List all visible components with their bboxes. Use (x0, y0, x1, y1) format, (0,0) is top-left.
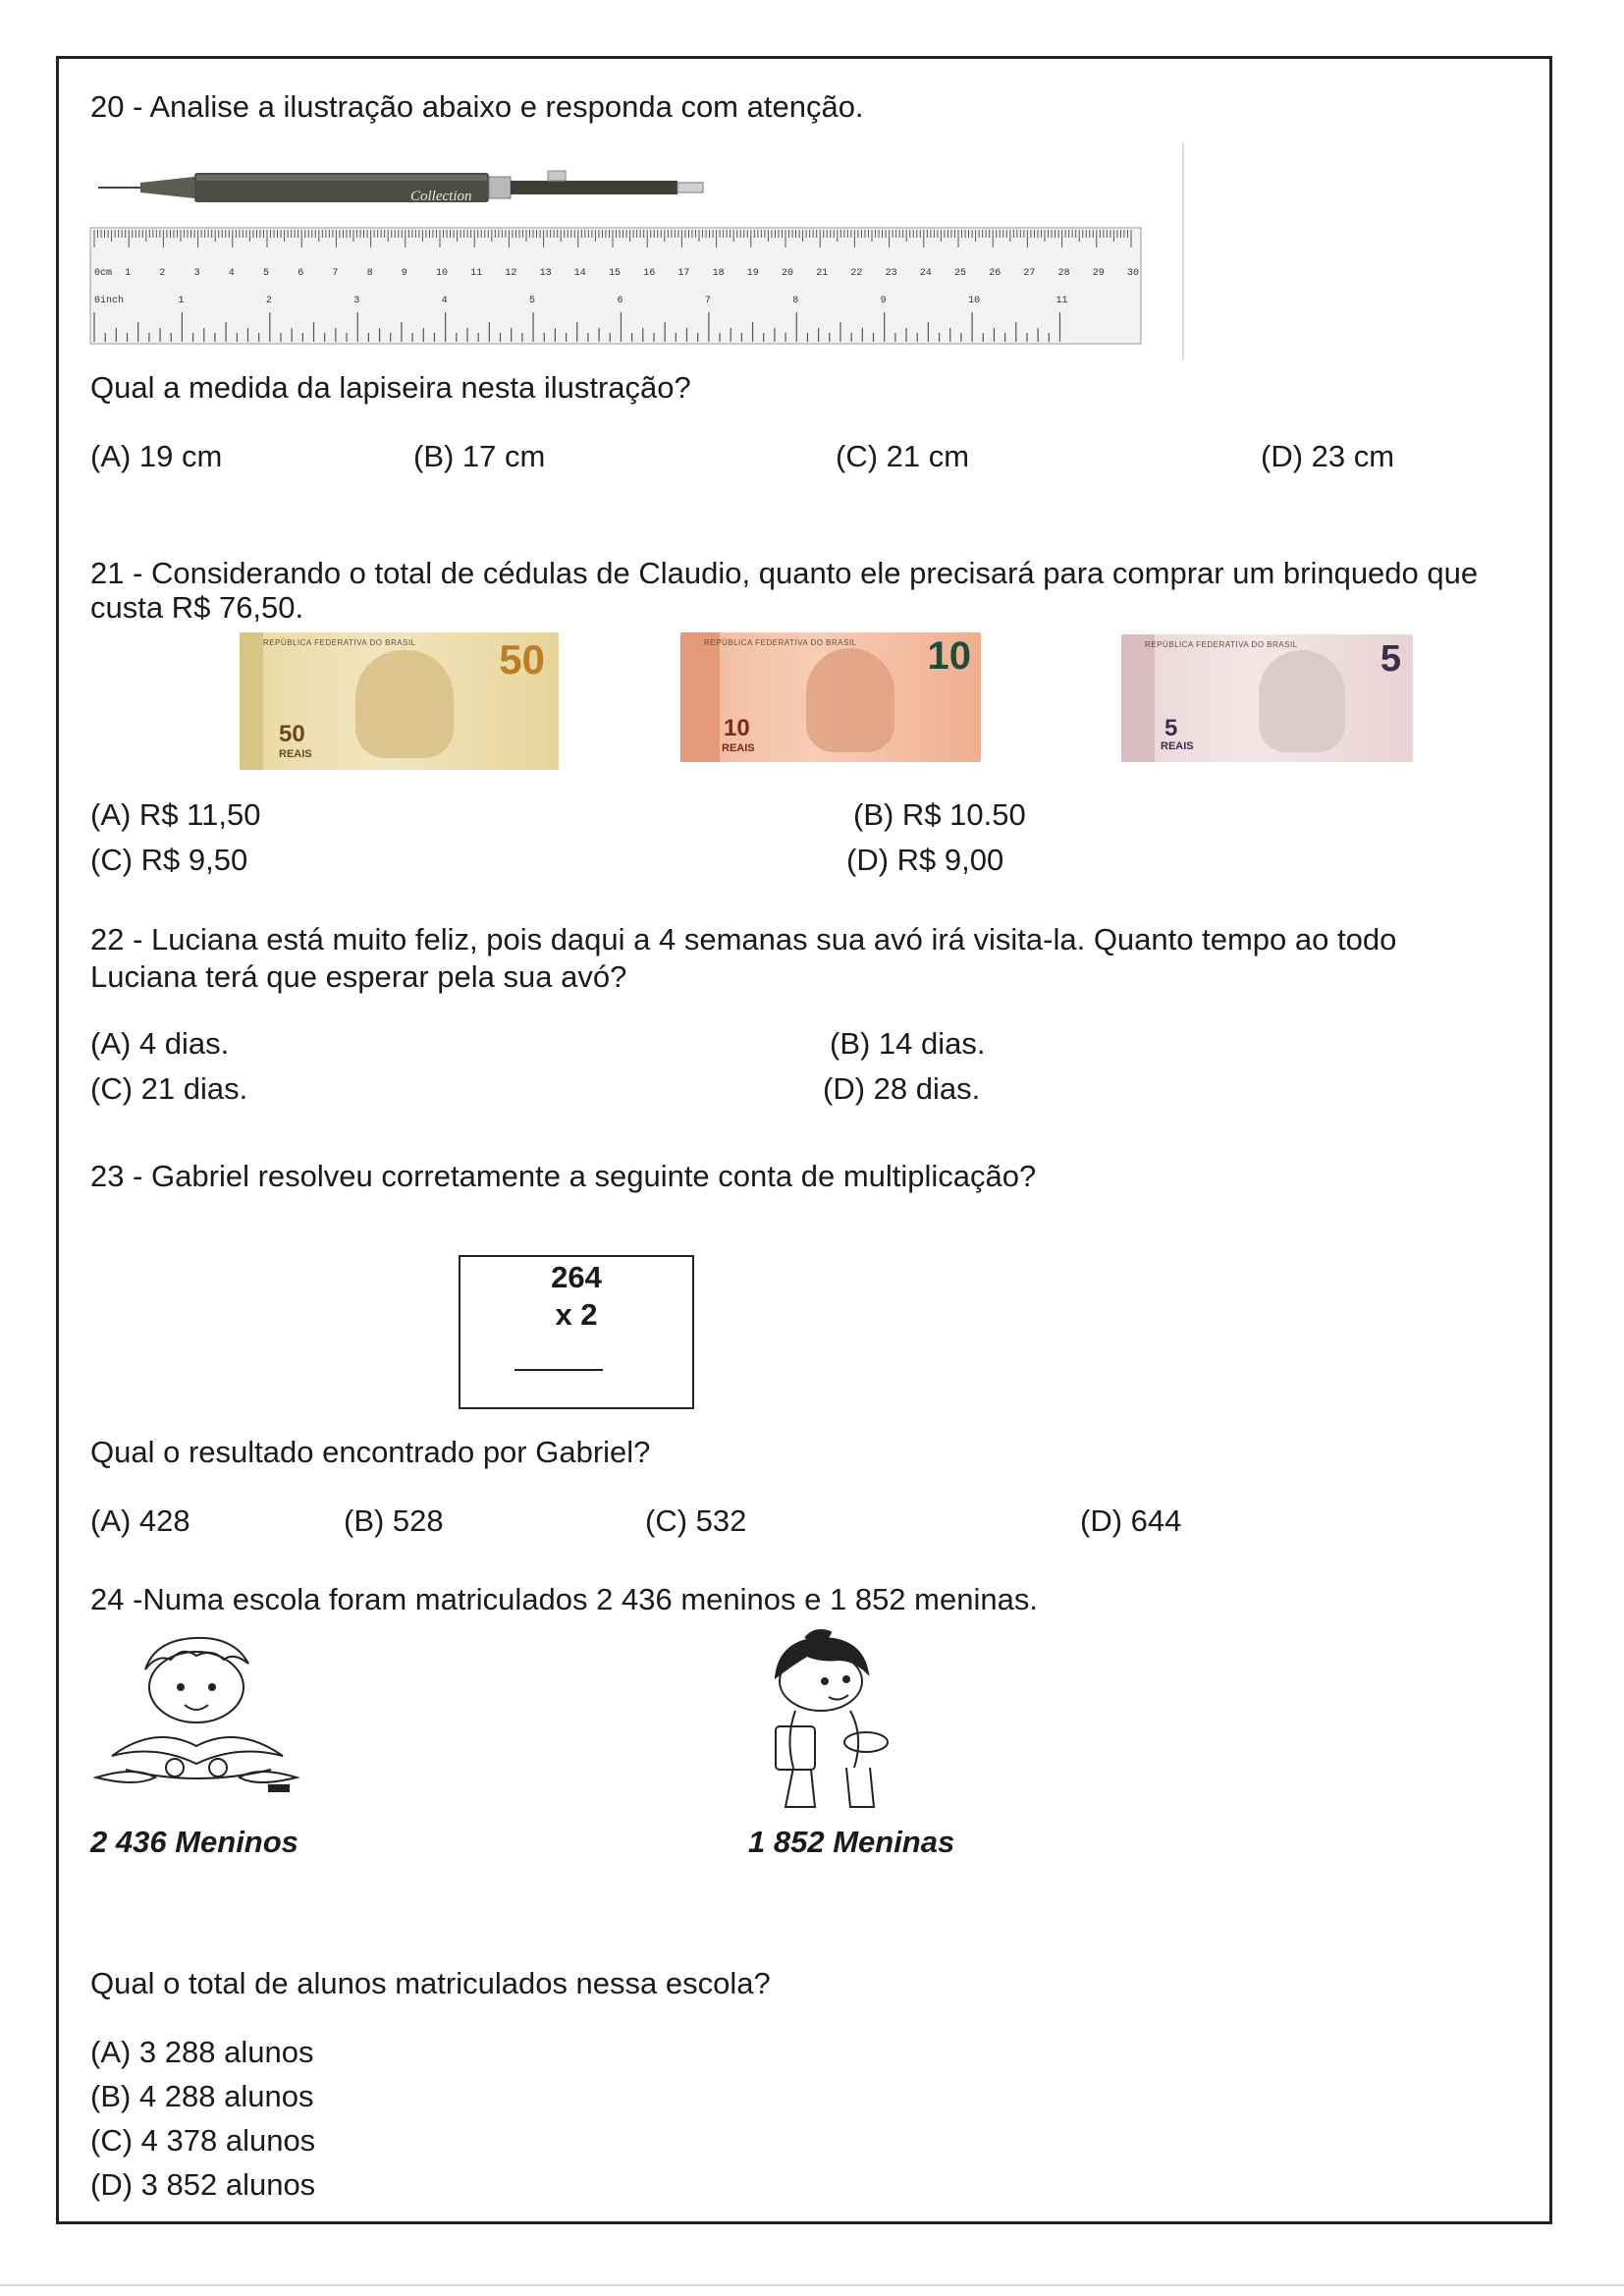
ruler-cm-tick-label: 12 (505, 268, 517, 279)
q22-title: 22 - Luciana está muito feliz, pois daqui a 4 semanas sua avó irá visita-la. Quanto tempo ao todo Luciana terá que esperar pela sua avó? (90, 922, 1397, 994)
ruler-cm-tick-label: 30 (1127, 268, 1140, 279)
banknote-10-small-value: 10 (724, 715, 750, 741)
ruler-cm-tick-label: 26 (989, 268, 1001, 279)
banknote-5-small-value: 5 (1164, 715, 1178, 741)
q22-option-b[interactable]: (B) 14 dias. (830, 1026, 986, 1061)
q23-option-b[interactable]: (B) 528 (344, 1503, 444, 1538)
q20-question: Qual a medida da lapiseira nesta ilustração? (90, 370, 691, 405)
ruler-cm-tick-label: 13 (539, 268, 552, 279)
banknote-10 (680, 632, 981, 762)
banknote-5-header: REPÚBLICA FEDERATIVA DO BRASIL (1145, 640, 1298, 649)
q24-title: 24 -Numa escola foram matriculados 2 436 meninos e 1 852 meninas. (90, 1582, 1038, 1616)
q24-option-d[interactable]: (D) 3 852 alunos (90, 2167, 316, 2202)
q21-option-d[interactable]: (D) R$ 9,00 (846, 843, 1004, 877)
q22-option-a[interactable]: (A) 4 dias. (90, 1026, 230, 1061)
pencil-brand-label: Collection (410, 189, 472, 204)
ruler-cm-tick-label: 27 (1023, 268, 1036, 279)
ruler-cm-tick-label: 29 (1092, 268, 1105, 279)
ruler-cm-tick-label: 20 (782, 268, 794, 279)
ruler-cm-tick-label: 11 (470, 268, 483, 279)
ruler-cm-tick-label: 6 (298, 268, 304, 279)
scan-bottom-edge (0, 2284, 1624, 2286)
multiplication-box (459, 1255, 694, 1409)
ruler-inch-tick-label: 1 (178, 296, 185, 306)
ruler-inch-tick-label: 6 (617, 296, 623, 306)
boys-caption: 2 436 Meninos (90, 1825, 298, 1859)
q23-option-a[interactable]: (A) 428 (90, 1503, 190, 1538)
ruler-inch-tick-label: 10 (968, 296, 981, 306)
ruler-inch-tick-label: 3 (353, 296, 360, 306)
ruler-cm-tick-label: 1 (125, 268, 132, 279)
ruler-cm-tick-label: 19 (746, 268, 759, 279)
q22-option-d[interactable]: (D) 28 dias. (823, 1071, 981, 1106)
ruler-cm-tick-label: 16 (643, 268, 656, 279)
girl-reading-icon (756, 1620, 903, 1817)
banknote-50-small-value: 50 (279, 721, 305, 747)
banknote-50-currency: REAIS (279, 748, 312, 760)
ruler-cm-tick-label: 17 (677, 268, 690, 279)
ruler-icon (90, 228, 1141, 344)
banknote-50 (240, 632, 559, 770)
q23-option-d[interactable]: (D) 644 (1080, 1503, 1182, 1538)
ruler-inch-tick-label: 2 (265, 296, 272, 306)
q24-option-b[interactable]: (B) 4 288 alunos (90, 2079, 314, 2113)
ruler-cm-tick-label: 21 (816, 268, 829, 279)
banknote-5 (1121, 634, 1413, 762)
q20-option-a[interactable]: (A) 19 cm (90, 439, 223, 473)
ruler-cm-tick-label: 3 (193, 268, 200, 279)
ruler-cm-tick-label: 9 (401, 268, 407, 279)
q23-title: 23 - Gabriel resolveu corretamente a seguinte conta de multiplicação? (90, 1159, 1037, 1193)
ruler-cm-tick-label: 15 (609, 268, 622, 279)
ruler-cm-tick-label: 8 (366, 268, 373, 279)
q24-option-c[interactable]: (C) 4 378 alunos (90, 2123, 316, 2158)
banknote-10-value: 10 (927, 634, 971, 678)
boy-reading-icon (86, 1630, 312, 1797)
ruler-inch-label: 0inch (94, 296, 125, 306)
banknote-50-value: 50 (499, 636, 545, 683)
ruler-inch-tick-label: 8 (792, 296, 799, 306)
q22-option-c[interactable]: (C) 21 dias. (90, 1071, 248, 1106)
ruler-inch-tick-label: 4 (441, 296, 448, 306)
banknote-10-currency: REAIS (722, 742, 755, 754)
banknote-10-header: REPÚBLICA FEDERATIVA DO BRASIL (704, 638, 857, 647)
q21-title: 21 - Considerando o total de cédulas de Claudio, quanto ele precisará para comprar um brinquedo que custa R$ 76,50. (90, 556, 1479, 625)
ruler-inch-tick-label: 7 (704, 296, 711, 306)
banknote-50-header: REPÚBLICA FEDERATIVA DO BRASIL (263, 638, 416, 647)
ruler-cm-tick-label: 7 (332, 268, 339, 279)
multiplication-result-line (514, 1369, 603, 1371)
ruler-inch-tick-label: 5 (529, 296, 536, 306)
q20-option-c[interactable]: (C) 21 cm (836, 439, 970, 473)
q20-title: 20 - Analise a ilustração abaixo e responda com atenção. (90, 89, 864, 124)
ruler-cm-tick-label: 14 (573, 268, 586, 279)
q20-option-d[interactable]: (D) 23 cm (1261, 439, 1395, 473)
ruler-cm-tick-label: 4 (228, 268, 235, 279)
q21-option-c[interactable]: (C) R$ 9,50 (90, 843, 248, 877)
ruler-cm-tick-label: 10 (436, 268, 449, 279)
ruler-cm-tick-label: 22 (850, 268, 863, 279)
q20-option-b[interactable]: (B) 17 cm (413, 439, 546, 473)
multiplication-multiplier: x 2 (555, 1297, 598, 1332)
q24-question: Qual o total de alunos matriculados nessa escola? (90, 1966, 771, 2000)
q24-option-a[interactable]: (A) 3 288 alunos (90, 2035, 314, 2069)
pencil-and-ruler-illustration (86, 167, 1149, 346)
q21-option-b[interactable]: (B) R$ 10.50 (853, 797, 1026, 832)
ruler-cm-label: 0cm (94, 268, 113, 279)
ruler-cm-tick-label: 25 (954, 268, 967, 279)
ruler-cm-tick-label: 23 (885, 268, 897, 279)
ruler-cm-tick-label: 2 (159, 268, 166, 279)
q21-option-a[interactable]: (A) R$ 11,50 (90, 797, 261, 832)
girls-caption: 1 852 Meninas (748, 1825, 955, 1859)
ruler-cm-tick-label: 18 (712, 268, 725, 279)
multiplication-operand: 264 (551, 1260, 602, 1294)
banknote-5-currency: REAIS (1161, 740, 1194, 752)
mechanical-pencil-icon (98, 171, 703, 202)
ruler-inch-tick-label: 9 (880, 296, 887, 306)
q23-question: Qual o resultado encontrado por Gabriel? (90, 1435, 651, 1469)
ruler-inch-tick-label: 11 (1056, 296, 1068, 306)
banknote-5-value: 5 (1380, 638, 1401, 680)
scan-divider (1182, 142, 1184, 360)
ruler-cm-tick-label: 28 (1057, 268, 1070, 279)
q23-option-c[interactable]: (C) 532 (645, 1503, 747, 1538)
ruler-cm-tick-label: 5 (263, 268, 270, 279)
ruler-cm-tick-label: 24 (919, 268, 932, 279)
